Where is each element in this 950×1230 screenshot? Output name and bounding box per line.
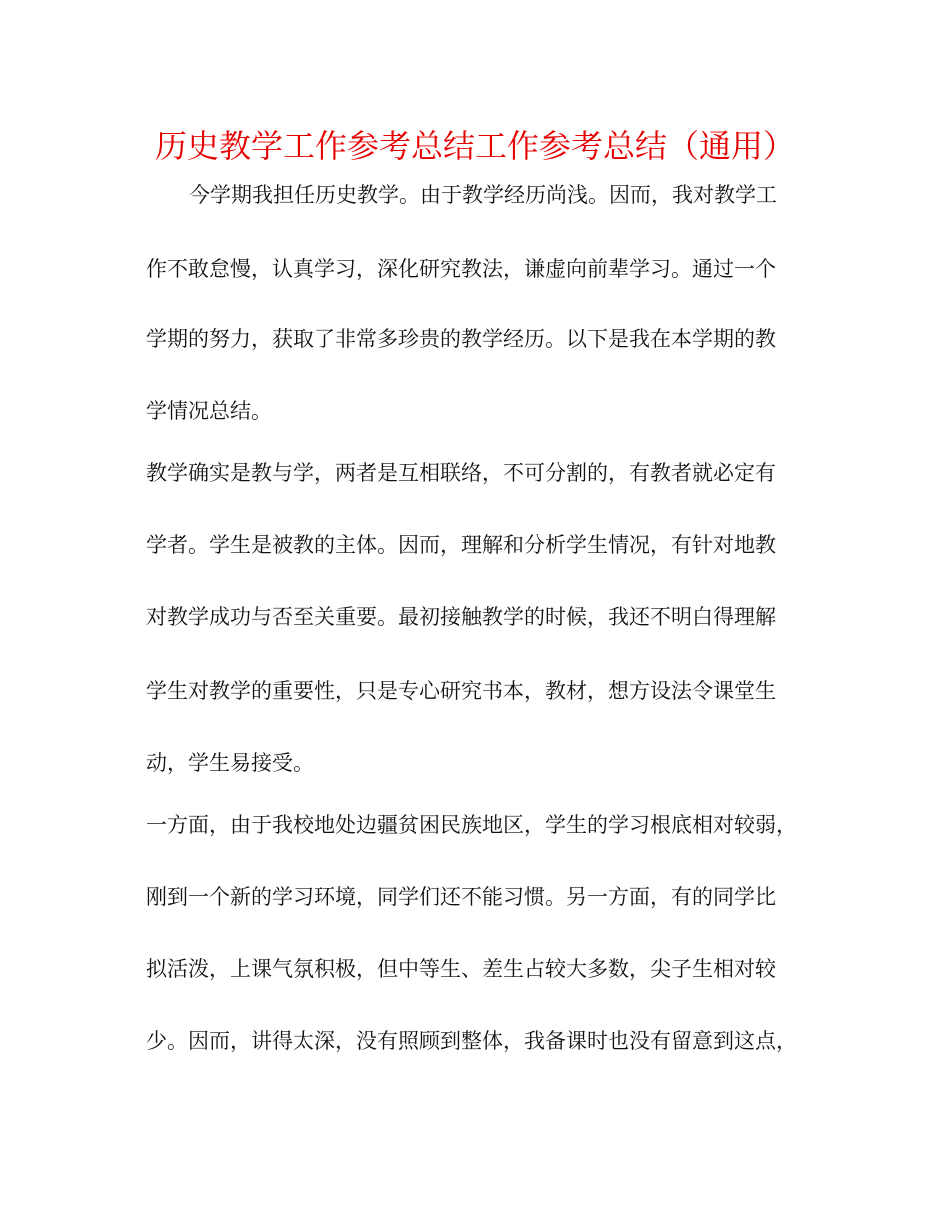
paragraph-3-line-3: 拟活泼，上课气氛积极，但中等生、差生占较大多数，尖子生相对较 bbox=[146, 957, 776, 981]
paragraph-2-line-5: 动，学生易接受。 bbox=[146, 751, 314, 775]
paragraph-1-line-1: 今学期我担任历史教学。由于教学经历尚浅。因而，我对教学工 bbox=[189, 183, 777, 207]
paragraph-1-line-3: 学期的努力，获取了非常多珍贵的教学经历。以下是我在本学期的教 bbox=[146, 327, 776, 351]
paragraph-2-line-3: 对教学成功与否至关重要。最初接触教学的时候，我还不明白得理解 bbox=[146, 605, 776, 629]
paragraph-2-line-4: 学生对教学的重要性，只是专心研究书本，教材，想方设法令课堂生 bbox=[146, 679, 776, 703]
document-title: 历史教学工作参考总结工作参考总结（通用） bbox=[154, 127, 795, 165]
paragraph-2-line-1: 教学确实是教与学，两者是互相联络，不可分割的，有教者就必定有 bbox=[146, 461, 776, 485]
paragraph-1-line-4: 学情况总结。 bbox=[146, 399, 272, 423]
paragraph-3-line-4: 少。因而，讲得太深，没有照顾到整体，我备课时也没有留意到这点， bbox=[146, 1029, 797, 1053]
paragraph-2-line-2: 学者。学生是被教的主体。因而，理解和分析学生情况，有针对地教 bbox=[146, 533, 776, 557]
paragraph-3-line-2: 刚到一个新的学习环境，同学们还不能习惯。另一方面，有的同学比 bbox=[146, 885, 776, 909]
paragraph-3-line-1: 一方面，由于我校地处边疆贫困民族地区，学生的学习根底相对较弱， bbox=[146, 813, 797, 837]
paragraph-1-line-2: 作不敢怠慢，认真学习，深化研究教法，谦虚向前辈学习。通过一个 bbox=[146, 257, 776, 281]
